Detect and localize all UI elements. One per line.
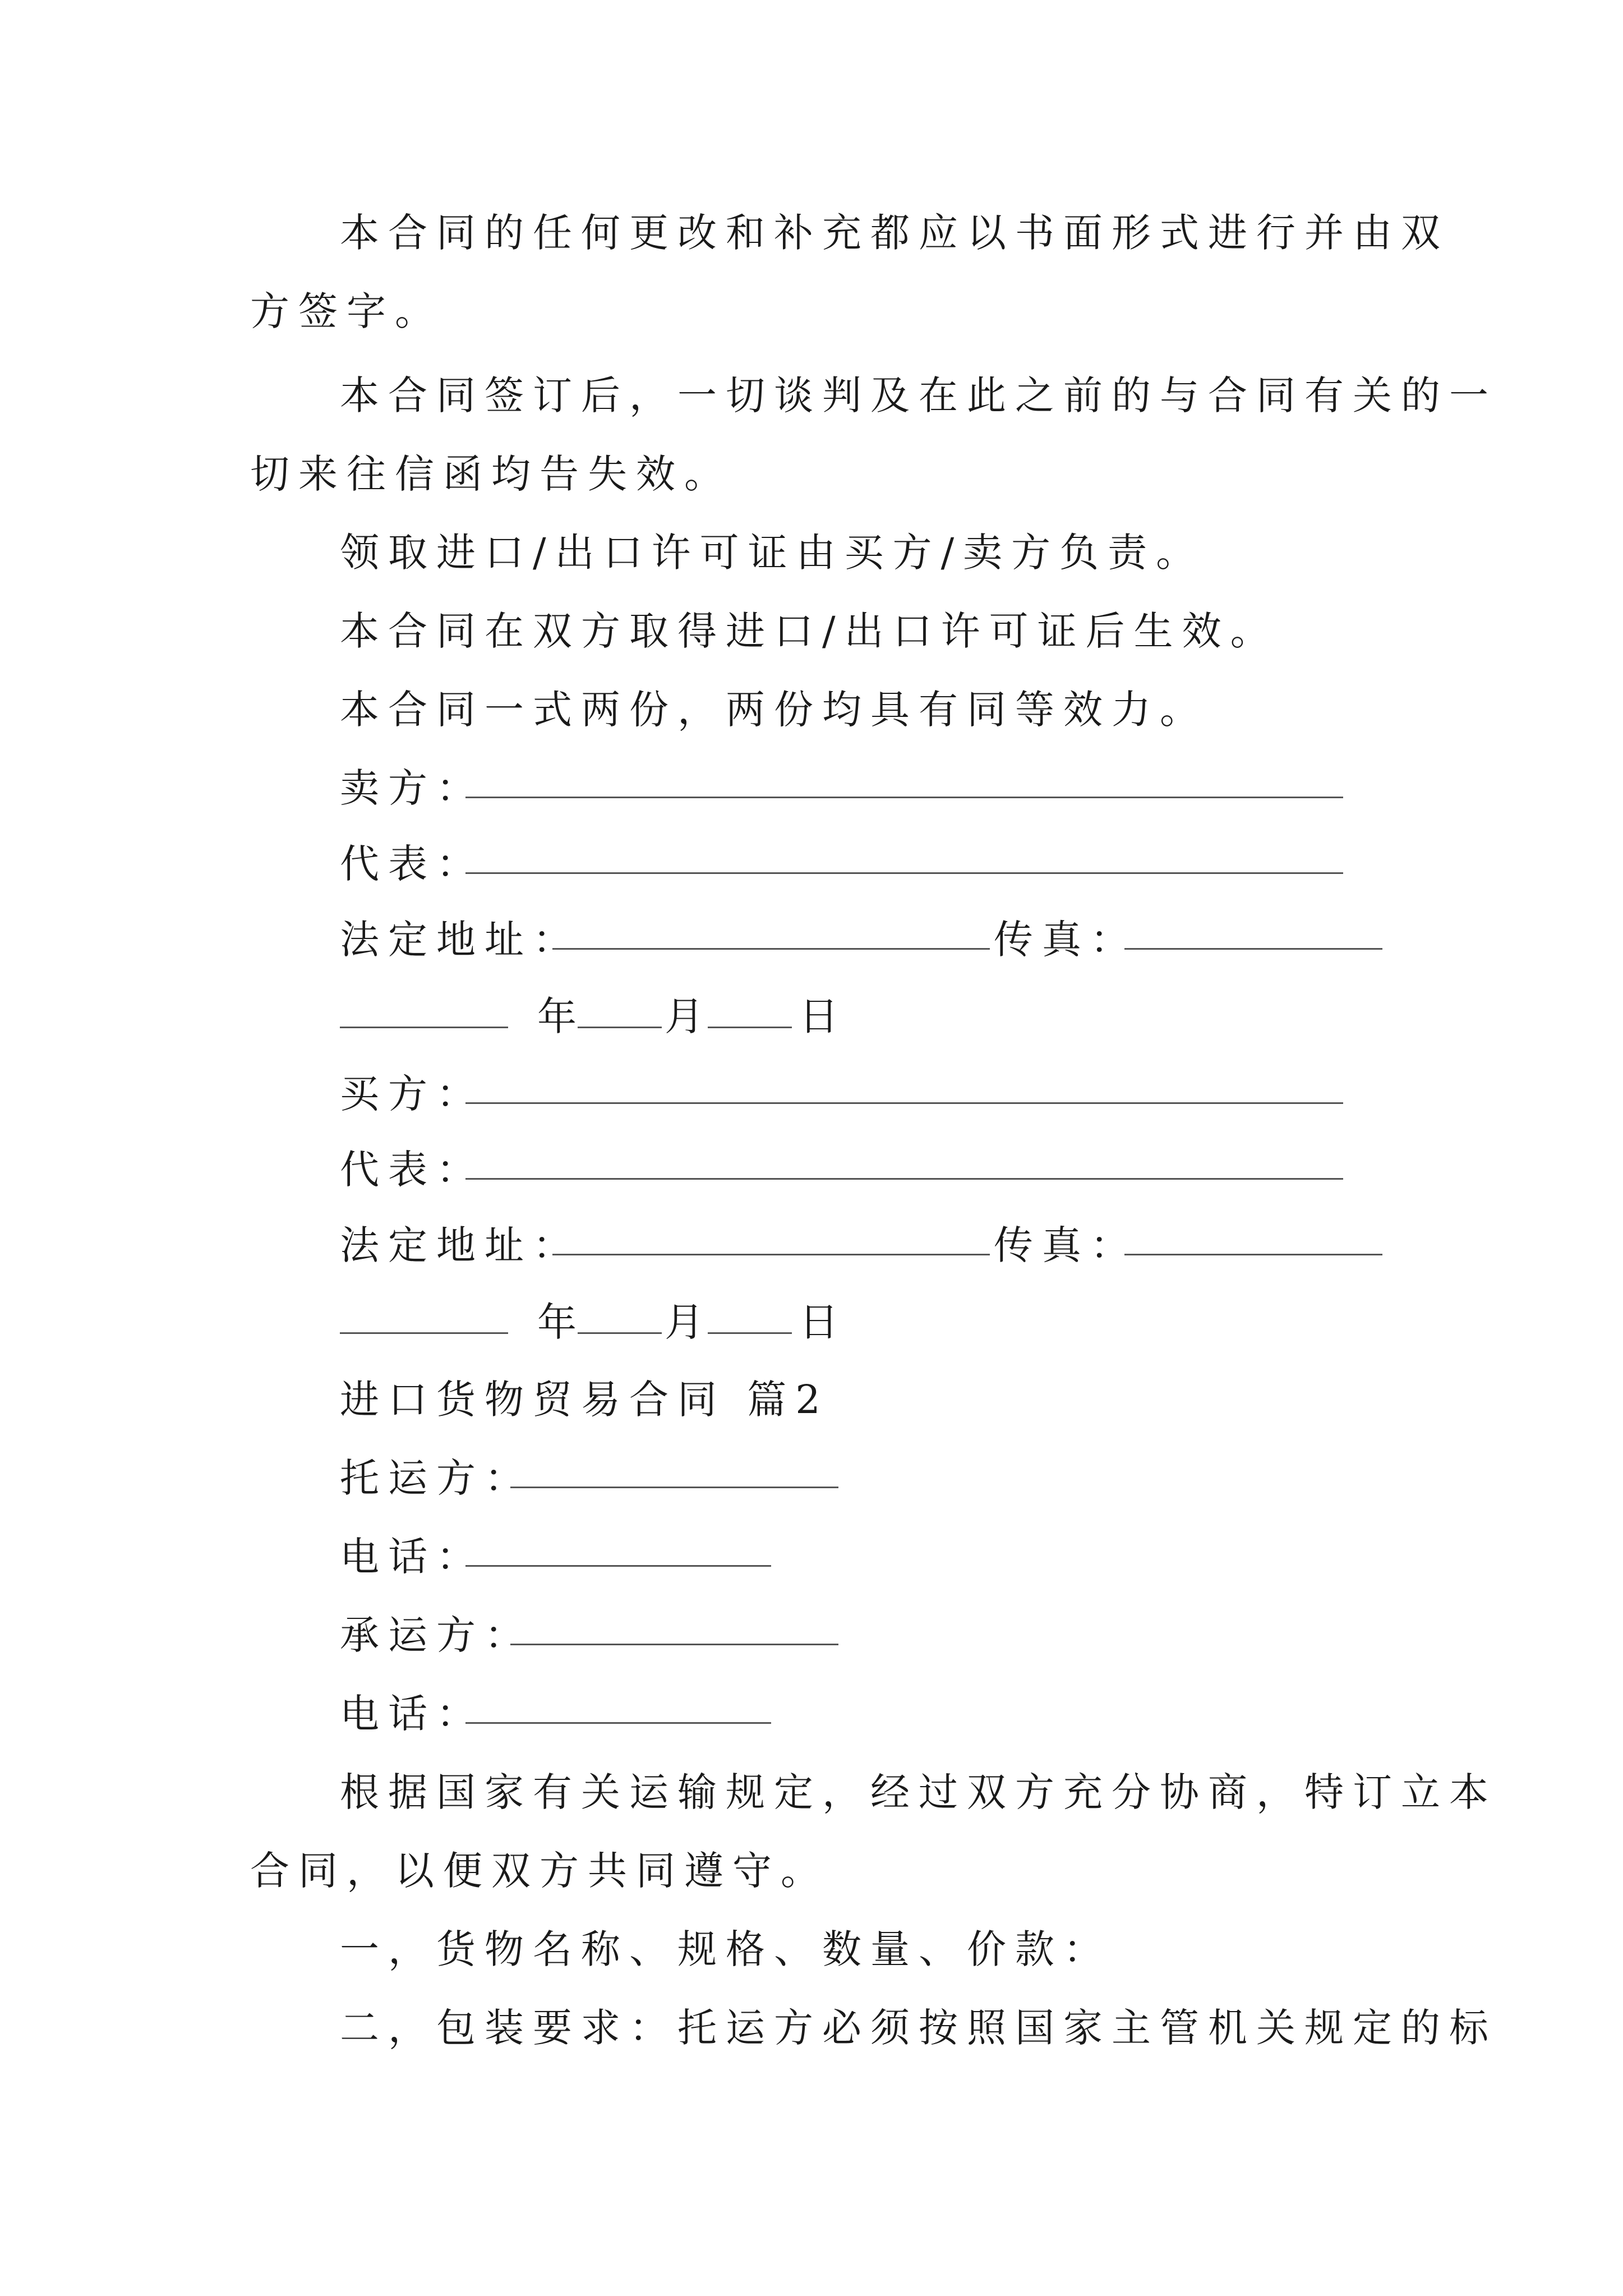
buyer-field[interactable] bbox=[465, 1102, 1343, 1104]
seller-day-field[interactable] bbox=[708, 1027, 792, 1028]
paragraph-line: 领取进口/出口许可证由买方/卖方负责。 bbox=[340, 530, 1205, 576]
seller-address-field[interactable] bbox=[552, 948, 990, 950]
intro-line: 合同，以便双方共同遵守。 bbox=[250, 1848, 829, 1894]
paragraph-line: 本合同一式两份，两份均具有同等效力。 bbox=[340, 687, 1208, 733]
shipper-field[interactable] bbox=[510, 1487, 838, 1488]
clause-2: 二，包装要求：托运方必须按照国家主管机关规定的标 bbox=[340, 2005, 1497, 2051]
carrier-phone-label: 电话： bbox=[340, 1691, 485, 1737]
buyer-day-label: 日 bbox=[799, 1299, 847, 1345]
clause-1: 一，货物名称、规格、数量、价款： bbox=[340, 1926, 1112, 1972]
seller-year-field[interactable] bbox=[340, 1027, 508, 1028]
buyer-address-label: 法定地址： bbox=[340, 1222, 581, 1268]
seller-month-label: 月 bbox=[665, 993, 713, 1039]
paragraph-line: 切来往信函均告失效。 bbox=[250, 451, 732, 497]
buyer-address-field[interactable] bbox=[552, 1254, 990, 1255]
buyer-year-field[interactable] bbox=[340, 1332, 508, 1334]
seller-field[interactable] bbox=[465, 797, 1343, 798]
seller-address-label: 法定地址： bbox=[340, 917, 581, 963]
shipper-phone-field[interactable] bbox=[465, 1565, 771, 1567]
intro-line: 根据国家有关运输规定，经过双方充分协商，特订立本 bbox=[340, 1769, 1497, 1815]
seller-fax-label: 传真： bbox=[994, 917, 1138, 963]
seller-fax-field[interactable] bbox=[1124, 948, 1382, 950]
paragraph-line: 本合同签订后，一切谈判及在此之前的与合同有关的一 bbox=[340, 372, 1497, 418]
buyer-fax-label: 传真： bbox=[994, 1222, 1138, 1268]
buyer-representative-field[interactable] bbox=[465, 1178, 1343, 1180]
carrier-phone-field[interactable] bbox=[465, 1722, 771, 1724]
seller-day-label: 日 bbox=[799, 993, 847, 1039]
section-title: 进口货物贸易合同 篇2 bbox=[340, 1377, 829, 1423]
seller-label: 卖方： bbox=[340, 765, 485, 811]
buyer-representative-label: 代表： bbox=[340, 1147, 485, 1193]
carrier-label: 承运方： bbox=[340, 1612, 533, 1658]
buyer-year-label: 年 bbox=[537, 1299, 585, 1345]
paragraph-line: 本合同的任何更改和补充都应以书面形式进行并由双 bbox=[340, 210, 1449, 256]
seller-month-field[interactable] bbox=[578, 1027, 662, 1028]
buyer-fax-field[interactable] bbox=[1124, 1254, 1382, 1255]
buyer-label: 买方： bbox=[340, 1071, 485, 1117]
paragraph-line: 本合同在双方取得进口/出口许可证后生效。 bbox=[340, 608, 1279, 654]
paragraph-line: 方签字。 bbox=[250, 288, 443, 334]
seller-representative-label: 代表： bbox=[340, 841, 485, 887]
buyer-day-field[interactable] bbox=[708, 1332, 792, 1334]
seller-representative-field[interactable] bbox=[465, 872, 1343, 874]
carrier-field[interactable] bbox=[510, 1644, 838, 1645]
buyer-month-field[interactable] bbox=[578, 1332, 662, 1334]
shipper-phone-label: 电话： bbox=[340, 1534, 485, 1580]
buyer-month-label: 月 bbox=[665, 1299, 713, 1345]
seller-year-label: 年 bbox=[537, 993, 585, 1039]
shipper-label: 托运方： bbox=[340, 1455, 533, 1501]
